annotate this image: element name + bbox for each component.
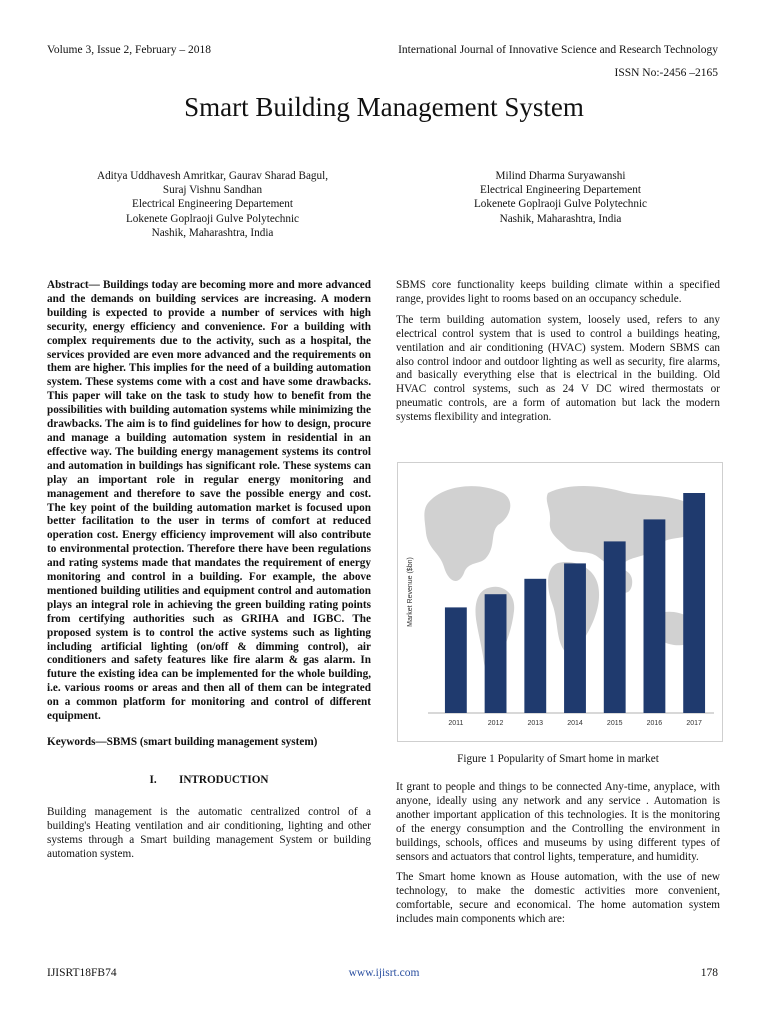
body-paragraph: The Smart home known as House automation, with the use of new technology, to make the domestic activities more convenient, comfortable, secure and economical. The home automation system includes main components which are: [396,871,720,926]
right-column-bottom [396,781,720,934]
x-tick-label: 2012 [487,720,504,727]
x-tick-label: 2016 [646,720,663,727]
footer-page-number: 178 [700,967,718,979]
bar-2016 [644,519,666,713]
bar-2017 [683,493,705,713]
figure-caption: Figure 1 Popularity of Smart home in market [457,753,659,765]
header-volume: Volume 3, Issue 2, February – 2018 [47,44,211,56]
header-journal: International Journal of Innovative Science and Research Technology [398,44,718,56]
figure-1 [397,462,723,742]
x-tick-label: 2014 [567,720,583,727]
header-issn: ISSN No:-2456 –2165 [614,67,718,79]
intro-paragraph: Building management is the automatic centralized control of a building's Heating ventilation and air conditioning, lighting and other systems through a Smart building management System or building automation system. [47,805,371,860]
right-column-top [396,279,720,432]
author-line: Suraj Vishnu Sandhan [162,184,263,197]
x-tick-label: 2017 [686,720,702,727]
bar-2013 [524,579,546,713]
author-line: Aditya Uddhavesh Amritkar, Gaurav Sharad Bagul, [96,170,328,182]
bar-2012 [485,594,507,713]
author-line: Lokenete Goplraoji Gulve Polytechnic [473,198,648,211]
x-tick-label: 2013 [527,720,544,727]
bar-2015 [604,541,626,713]
keywords: Keywords—SBMS (smart building management system) [47,736,318,748]
bar-2014 [564,563,586,713]
author-line: Nashik, Maharashtra, India [499,212,622,225]
authors-left [40,169,385,240]
paper-title: Smart Building Management System [184,92,584,122]
footer-id: IJISRT18FB74 [47,967,117,979]
author-line: Milind Dharma Suryawanshi [495,170,626,182]
bar-chart [398,463,722,741]
author-line: Electrical Engineering Departement [480,184,641,197]
author-line: Nashik, Maharashtra, India [151,226,274,239]
section-heading: I. INTRODUCTION [149,773,269,786]
body-paragraph: The term building automation system, loosely used, refers to any electrical control system that is used to control a buildings heating, ventilation and air conditioning (HVAC) system. Modern SBMS can also control indoor and outdoor lighting as well as security, fire alarms, and basically everything else that is electrical in the building. Old HVAC control systems, such as 24 V DC wired thermostats or pneumatic controls, are a form of automation but lack the modern systems flexibility and integration. [396,313,720,424]
left-column [47,279,371,868]
body-paragraph: It grant to people and things to be connected Any-time, anyplace, with anyone, ideally using any network and any service . Automation is another important application of this technologies. It is the monitoring of the energy consumption and the Controlling the environment in buildings, schools, offices and museums by using different types of sensors and actuators that control lights, temperature, and humidity. [396,781,720,863]
authors-right [398,169,723,226]
y-axis-label: Market Revenue ($bn) [407,557,414,627]
author-line: Electrical Engineering Departement [132,198,293,211]
x-tick-label: 2015 [606,720,623,727]
x-tick-label: 2011 [448,720,464,727]
body-paragraph: SBMS core functionality keeps building climate within a specified range, provides light to rooms based on an occupancy schedule. [396,279,720,305]
bar-2011 [445,607,467,713]
abstract: Abstract— Buildings today are becoming more and more advanced and the demands on building services are increasing. A modern building is expected to provide a number of services with high security, energy efficiency and convenience. For a building with complex requirements due to the activity, such as a hospital, the services provided are even more advanced and the requirements on them are higher. This implies for the need of a building automation system. These systems come with a cost and have some drawbacks. This paper will take on the task to study how to benefit from the possibilities with building automation systems while minimizing the drawbacks. The aim is to find guidelines for how to design, procure and manage a building automation system in residential in an effective way. The building energy management systems its control and automation in buildings has significant role. These systems can play an important role in regular energy monitoring and management and therefore to save the possible energy and cost. The key point of the building automation market is focused upon better facilitation to the user in terms of comfort at reduced operation cost. Energy efficiency improvement will also contribute to environmental protection. Therefore there have been regulations and rating systems made that mandates the requirement of energy monitoring and control in a building. For example, the above mentioned building utilities and equipment control and automation plays an integral role in achieving the green building rating points from certifying authorities such as GRIHA and IGBC. The proposed system is to control the active systems such as lighting including artificial lighting (on/off & dimming control), air conditioners and safety features like fire alarm & gas alarm. In future the existing idea can be implemented for the whole building, i.e. various rooms or areas and then all of them can be integrated on a common platform for monitoring and control of different equipment. [47,279,371,723]
author-line: Lokenete Goplraoji Gulve Polytechnic [125,212,300,225]
footer-url[interactable]: www.ijisrt.com [348,967,420,979]
